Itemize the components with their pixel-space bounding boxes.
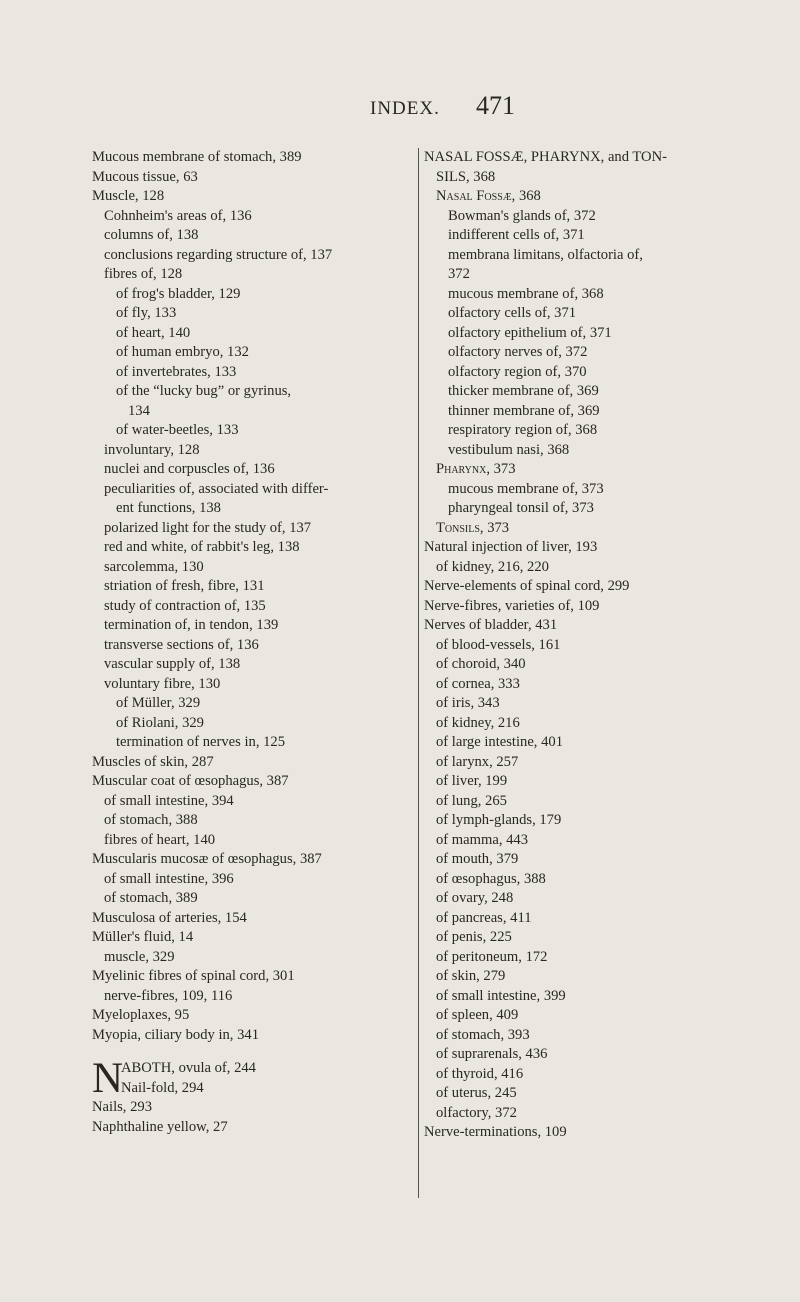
index-entry: peculiarities of, associated with differ- xyxy=(104,480,329,497)
index-entry: of skin, 279 xyxy=(436,968,506,984)
index-entry: of kidney, 216 xyxy=(436,714,520,731)
index-entry: ent functions, 138 xyxy=(116,500,221,516)
index-entry: of frog's bladder, 129 xyxy=(116,285,241,302)
index-entry: of stomach, 393 xyxy=(436,1026,530,1043)
index-entry: Mucous tissue, 63 xyxy=(92,168,198,185)
index-entry: of blood-vessels, 161 xyxy=(436,636,561,653)
drop-cap: N xyxy=(92,1055,124,1102)
index-entry: thinner membrane of, 369 xyxy=(448,402,600,419)
index-entry: membrana limitans, olfactoria of, xyxy=(448,246,643,263)
index-entry: of uterus, 245 xyxy=(436,1085,517,1101)
index-entry: sarcolemma, 130 xyxy=(104,558,204,575)
index-entry: of liver, 199 xyxy=(436,773,508,789)
naboth-entry xyxy=(92,1055,410,1102)
index-entry: of Müller, 329 xyxy=(116,695,201,711)
index-entry: conclusions regarding structure of, 137 xyxy=(104,246,333,263)
index-entry: of larynx, 257 xyxy=(436,753,519,770)
index-entry: vascular supply of, 138 xyxy=(104,656,241,672)
index-entry: of choroid, 340 xyxy=(436,656,526,672)
left-tail-list xyxy=(92,1098,410,1137)
index-entry: of water-beetles, 133 xyxy=(116,422,239,438)
index-entry: Nerves of bladder, 431 xyxy=(424,617,558,633)
index-entry: Musculosa of arteries, 154 xyxy=(92,909,247,926)
index-entry: of small intestine, 396 xyxy=(104,870,234,887)
index-entry: of small intestine, 394 xyxy=(104,792,234,809)
index-entry: red and white, of rabbit's leg, 138 xyxy=(104,539,300,555)
index-entry: of stomach, 389 xyxy=(104,890,198,906)
index-entry: fibres of heart, 140 xyxy=(104,831,216,848)
index-entry: 134 xyxy=(128,402,150,419)
index-entry: of lung, 265 xyxy=(436,792,507,809)
index-entry: termination of, in tendon, 139 xyxy=(104,617,279,633)
index-entry: of iris, 343 xyxy=(436,695,500,711)
index-entry: of large intestine, 401 xyxy=(436,734,563,750)
left-entry-list xyxy=(92,148,410,1045)
index-entry: indifferent cells of, 371 xyxy=(448,227,585,243)
index-entry: Muscularis mucosæ of œsophagus, 387 xyxy=(92,851,322,867)
index-entry: nerve-fibres, 109, 116 xyxy=(104,987,233,1004)
index-entry: of peritoneum, 172 xyxy=(436,948,548,965)
index-entry: Müller's fluid, 14 xyxy=(92,929,194,945)
column-divider xyxy=(418,148,419,1198)
left-column xyxy=(92,148,410,1137)
index-entry: olfactory cells of, 371 xyxy=(448,305,577,321)
index-entry: of invertebrates, 133 xyxy=(116,363,237,380)
index-entry: nuclei and corpuscles of, 136 xyxy=(104,461,275,477)
index-entry: of heart, 140 xyxy=(116,324,191,341)
index-entry: olfactory epithelium of, 371 xyxy=(448,324,612,341)
index-entry: voluntary fibre, 130 xyxy=(104,675,221,692)
index-entry: 372 xyxy=(448,266,470,282)
index-entry: Tonsils, 373 xyxy=(436,519,510,536)
index-entry: SILS, 368 xyxy=(436,168,496,185)
index-entry: of cornea, 333 xyxy=(436,675,520,692)
index-entry: olfactory region of, 370 xyxy=(448,363,587,380)
index-entry: Mucous membrane of stomach, 389 xyxy=(92,149,302,165)
index-entry: Muscle, 128 xyxy=(92,188,165,204)
index-entry: of penis, 225 xyxy=(436,929,512,945)
index-entry: transverse sections of, 136 xyxy=(104,636,259,653)
index-entry: of kidney, 216, 220 xyxy=(436,558,549,575)
index-entry: mucous membrane of, 373 xyxy=(448,480,604,497)
index-entry: striation of fresh, fibre, 131 xyxy=(104,578,265,594)
index-entry: ABOTH, ovula of, 244 xyxy=(121,1060,256,1076)
index-entry: of fly, 133 xyxy=(116,305,177,321)
index-entry: Natural injection of liver, 193 xyxy=(424,539,598,555)
index-entry: of the “lucky bug” or gyrinus, xyxy=(116,383,292,399)
index-entry: Nails, 293 xyxy=(92,1099,152,1115)
index-entry: Muscular coat of œsophagus, 387 xyxy=(92,773,289,789)
index-entry: involuntary, 128 xyxy=(104,441,200,458)
index-entry: of human embryo, 132 xyxy=(116,344,249,360)
index-entry: of œsophagus, 388 xyxy=(436,870,546,887)
index-entry: Nail-fold, 294 xyxy=(121,1079,204,1096)
index-entry: muscle, 329 xyxy=(104,948,175,965)
index-entry: study of contraction of, 135 xyxy=(104,597,266,614)
index-entry: columns of, 138 xyxy=(104,227,199,243)
index-entry: Myopia, ciliary body in, 341 xyxy=(92,1026,259,1043)
index-entry: of spleen, 409 xyxy=(436,1007,519,1023)
index-entry: mucous membrane of, 368 xyxy=(448,285,604,302)
running-head: INDEX. xyxy=(370,98,440,119)
index-entry: Pharynx, 373 xyxy=(436,461,516,477)
index-entry: termination of nerves in, 125 xyxy=(116,734,286,750)
index-entry: vestibulum nasi, 368 xyxy=(448,441,570,458)
index-entry: respiratory region of, 368 xyxy=(448,422,598,438)
index-entry: thicker membrane of, 369 xyxy=(448,383,599,399)
index-entry: of Riolani, 329 xyxy=(116,714,204,731)
right-column xyxy=(424,148,744,1143)
index-entry: of ovary, 248 xyxy=(436,890,514,906)
index-entry: Nasal Fossæ, 368 xyxy=(436,188,541,204)
index-entry: Muscles of skin, 287 xyxy=(92,753,214,770)
index-entry: NASAL FOSSÆ, PHARYNX, and TON- xyxy=(424,149,667,165)
index-entry: of mouth, 379 xyxy=(436,851,519,867)
index-entry: pharyngeal tonsil of, 373 xyxy=(448,500,594,516)
index-entry: of stomach, 388 xyxy=(104,812,198,828)
index-entry: of small intestine, 399 xyxy=(436,987,566,1004)
index-entry: polarized light for the study of, 137 xyxy=(104,519,312,536)
index-entry: olfactory nerves of, 372 xyxy=(448,344,588,360)
index-entry: of thyroid, 416 xyxy=(436,1065,524,1082)
index-entry: Nerve-elements of spinal cord, 299 xyxy=(424,578,630,594)
index-entry: fibres of, 128 xyxy=(104,266,183,282)
index-entry: Naphthaline yellow, 27 xyxy=(92,1118,228,1135)
index-entry: Myelinic fibres of spinal cord, 301 xyxy=(92,968,295,984)
index-entry: Nerve-fibres, varieties of, 109 xyxy=(424,597,600,614)
index-entry: of suprarenals, 436 xyxy=(436,1046,548,1062)
index-entry: Bowman's glands of, 372 xyxy=(448,207,596,224)
page-number: 471 xyxy=(476,91,515,120)
index-entry: of mamma, 443 xyxy=(436,831,529,848)
index-entry: olfactory, 372 xyxy=(436,1104,517,1121)
index-entry: of lymph-glands, 179 xyxy=(436,812,562,828)
index-entry: Cohnheim's areas of, 136 xyxy=(104,207,252,224)
index-entry: Myeloplaxes, 95 xyxy=(92,1007,190,1023)
index-entry: of pancreas, 411 xyxy=(436,909,532,926)
right-entry-list xyxy=(424,148,744,1143)
index-entry: Nerve-terminations, 109 xyxy=(424,1124,567,1140)
